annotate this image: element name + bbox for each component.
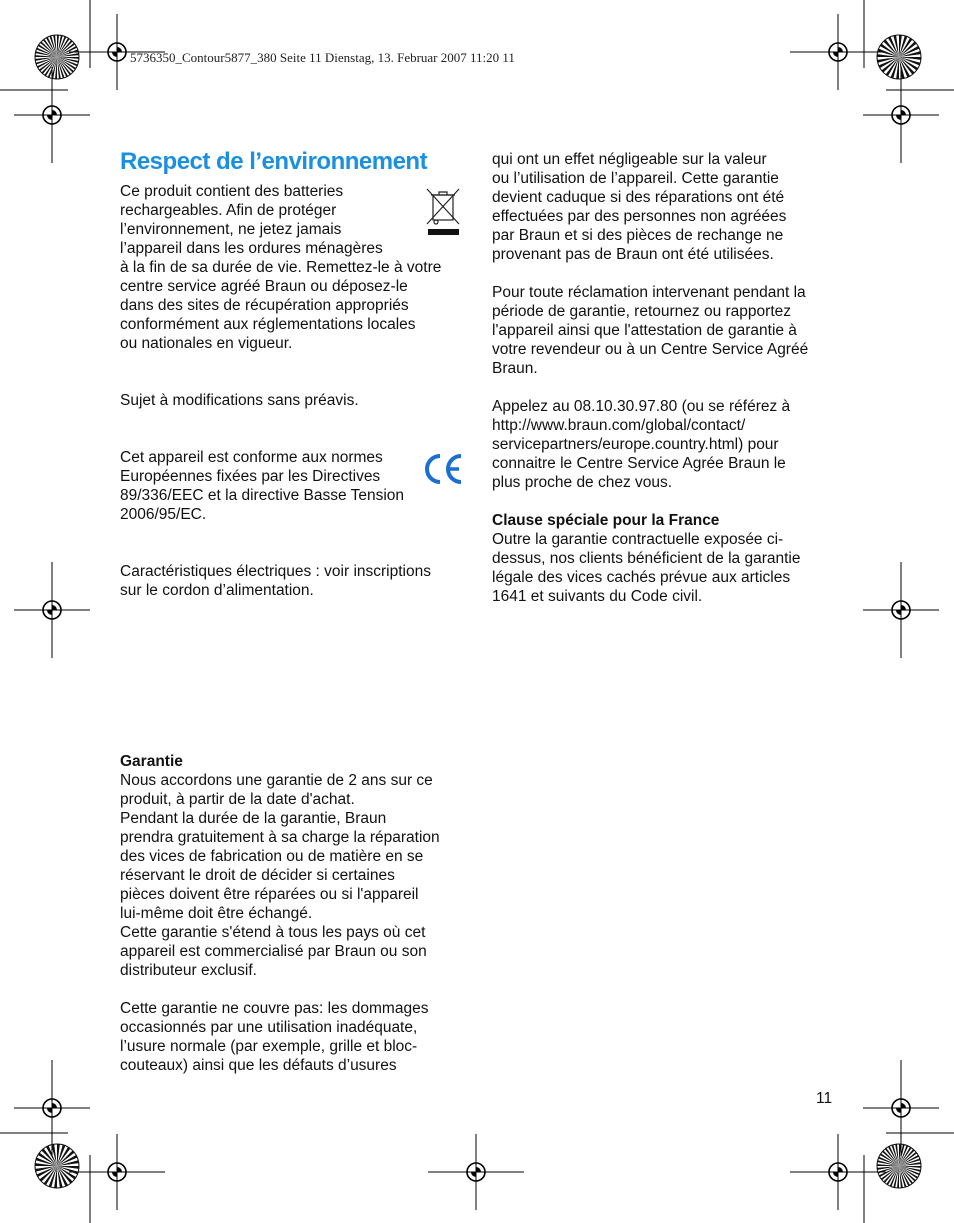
text-line: rechargeables. Afin de protéger [120, 202, 337, 219]
text-line: http://www.braun.com/global/contact/ [492, 417, 746, 434]
text-line: sur le cordon d’alimentation. [120, 582, 314, 599]
text-line: Nous accordons une garantie de 2 ans sur ce [120, 772, 433, 789]
text-line: effectuées par des personnes non agréées [492, 208, 787, 225]
text-line: Européennes fixées par les Directives [120, 468, 381, 485]
registration-starburst-icon [35, 35, 79, 79]
slug-line: 5736350_Contour5877_380 Seite 11 Dienstag, 13. Februar 2007 11:20 11 [130, 50, 515, 65]
text-line: servicepartners/europe.country.html) pour [492, 436, 779, 453]
text-line: lui-même doit être échangé. [120, 905, 313, 922]
text-line: Braun. [492, 360, 538, 377]
text-line: distributeur exclusif. [120, 962, 257, 979]
text-line: Cette garantie ne couvre pas: les dommages [120, 1000, 429, 1017]
registration-starburst-icon [35, 1144, 79, 1188]
text-line: l’environnement, ne jetez jamais [120, 221, 342, 238]
france-clause-title: Clause spéciale pour la France [492, 512, 720, 529]
text-line: 1641 et suivants du Code civil. [492, 588, 703, 605]
text-line: provenant pas de Braun ont été utilisées. [492, 246, 774, 263]
text-line: occasionnés par une utilisation inadéquate, [120, 1019, 418, 1036]
text-line: par Braun et si des pièces de rechange ne [492, 227, 784, 244]
registration-crosshair-icon [863, 67, 939, 163]
text-line: l'appareil ainsi que l'attestation de garantie à [492, 322, 797, 339]
text-line: Pour toute réclamation intervenant pendant la [492, 284, 806, 301]
text-line: pièces doivent être réparées ou si l'appareil [120, 886, 419, 903]
text-line: période de garantie, retournez ou rapportez [492, 303, 792, 320]
guarantee-title: Garantie [120, 753, 183, 770]
page-title: Respect de l’environnement [120, 148, 428, 175]
right-column [492, 150, 837, 606]
text-line: l’appareil dans les ordures ménagères [120, 240, 383, 257]
modifications-notice: Sujet à modifications sans préavis. [120, 392, 359, 409]
exclusion-paragraph [120, 999, 465, 1075]
text-line: 2006/95/EC. [120, 506, 207, 523]
text-line: à la fin de sa durée de vie. Remettez-le à votre [120, 259, 442, 276]
text-line: Caractéristiques électriques : voir inscriptions [120, 563, 431, 580]
text-line: prendra gratuitement à sa charge la réparation [120, 829, 440, 846]
registration-crosshair-icon [790, 14, 886, 90]
text-line: réservant le droit de décider si certaines [120, 867, 395, 884]
text-line: légale des vices cachés prévue aux articles [492, 569, 791, 586]
guarantee-paragraph [120, 771, 465, 980]
registration-crosshair-icon [14, 1060, 90, 1156]
text-line: ou nationales en vigueur. [120, 335, 293, 352]
environment-paragraph [120, 182, 465, 353]
text-line: Outre la garantie contractuelle exposée ci- [492, 531, 784, 548]
call-paragraph [492, 397, 837, 492]
registration-crosshair-icon [14, 562, 90, 658]
text-line: Ce produit contient des batteries [120, 183, 344, 200]
registration-starburst-icon [877, 1144, 921, 1188]
registration-crosshair-icon [790, 1134, 886, 1210]
text-line: centre service agréé Braun ou déposez-le [120, 278, 408, 295]
registration-starburst-icon [877, 35, 921, 79]
text-line: Pendant la durée de la garantie, Braun [120, 810, 387, 827]
text-line: conformément aux réglementations locales [120, 316, 416, 333]
text-line: Appelez au 08.10.30.97.80 (ou se référez à [492, 398, 791, 415]
text-line: produit, à partir de la date d'achat. [120, 791, 355, 808]
registration-crosshair-icon [863, 1060, 939, 1156]
text-line: dessus, nos clients bénéficient de la garantie [492, 550, 801, 567]
continuation-paragraph [492, 150, 837, 264]
text-line: connaitre le Centre Service Agrée Braun le [492, 455, 786, 472]
claim-paragraph [492, 283, 837, 378]
text-line: appareil est commercialisé par Braun ou son [120, 943, 427, 960]
text-line: dans des sites de récupération appropriés [120, 297, 409, 314]
text-line: 89/336/EEC et la directive Basse Tension [120, 487, 405, 504]
text-line: Cet appareil est conforme aux normes [120, 449, 383, 466]
text-line: plus proche de chez vous. [492, 474, 673, 491]
registration-crosshair-icon [863, 562, 939, 658]
ce-mark-icon [423, 452, 465, 491]
text-line: ou l’utilisation de l’appareil. Cette garantie [492, 170, 779, 187]
text-line: qui ont un effet négligeable sur la valeur [492, 151, 767, 168]
text-line: devient caduque si des réparations ont été [492, 189, 785, 206]
registration-crosshair-icon [69, 1134, 165, 1210]
registration-crosshair-icon [14, 67, 90, 163]
text-line: couteaux) ainsi que les défauts d’usures [120, 1057, 397, 1074]
page-number: 11 [816, 1090, 833, 1107]
conformity-paragraph [120, 448, 465, 524]
registration-crosshair-icon [428, 1134, 524, 1210]
text-line: Cette garantie s'étend à tous les pays où cet [120, 924, 426, 941]
left-column [120, 148, 465, 1075]
text-line: des vices de fabrication ou de matière en se [120, 848, 424, 865]
france-clause-paragraph [492, 530, 837, 606]
text-line: l’usure normale (par exemple, grille et bloc- [120, 1038, 418, 1055]
text-line: votre revendeur ou à un Centre Service Agréé [492, 341, 809, 358]
crossed-out-wheelie-bin-icon [424, 186, 462, 243]
electrical-paragraph [120, 562, 465, 600]
